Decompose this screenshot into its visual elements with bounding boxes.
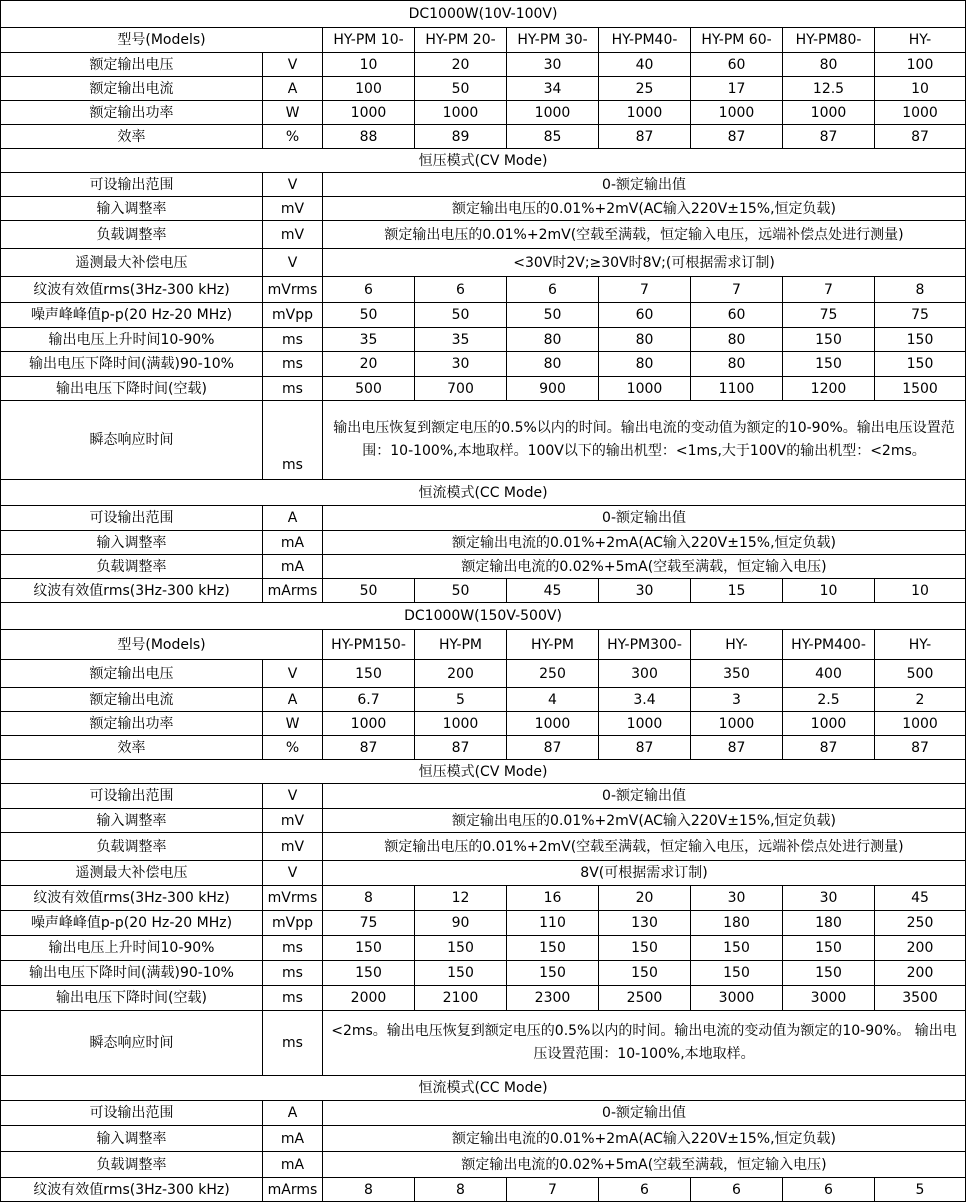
value-cell: 1500 [875,377,966,401]
row-label: 可设输出范围 [1,506,263,531]
value-cell: 4 [507,688,599,712]
unit-cell: ms [263,377,323,401]
value-cell: 50 [415,303,507,328]
value-cell: 700 [415,377,507,401]
value-cell: 150 [507,936,599,961]
value-cell: 1000 [507,101,599,125]
row-label: 纹波有效值rms(3Hz-300 kHz) [1,1178,263,1202]
value-cell: 89 [415,125,507,149]
value-cell: 10 [783,579,875,603]
value-cell: 150 [783,328,875,352]
value-cell: 87 [691,125,783,149]
spec-text-cell: <2ms。输出电压恢复到额定电压的0.5%以内的时间。输出电流的变动值为额定的10-90%。 输出电压设置范围：10-100%,本地取样。 [323,1011,966,1076]
value-cell: 100 [875,53,966,77]
unit-cell: W [263,101,323,125]
value-cell: 6 [323,277,415,303]
spec-text-cell: 额定输出电压的0.01%+2mV(AC输入220V±15%,恒定负载) [323,197,966,221]
value-cell: 88 [323,125,415,149]
value-cell: 150 [691,961,783,986]
row-label: 噪声峰峰值p-p(20 Hz-20 MHz) [1,303,263,328]
value-cell: 35 [323,328,415,352]
row-label: 负载调整率 [1,833,263,861]
unit-cell: V [263,173,323,197]
value-cell: 1000 [783,712,875,736]
table-row [1,736,966,760]
row-label: 可设输出范围 [1,173,263,197]
value-cell: 85 [507,125,599,149]
value-cell: 1000 [599,101,691,125]
value-cell: 80 [783,53,875,77]
value-cell: 180 [691,911,783,936]
table-row [1,986,966,1011]
spec-text-cell: <30V时2V;≥30V时8V;(可根据需求订制) [323,249,966,277]
row-label: 输出电压下降时间(空载) [1,377,263,401]
spec-text-cell: 0-额定输出值 [323,506,966,531]
row-label: 输入调整率 [1,197,263,221]
row-label: 输出电压上升时间10-90% [1,936,263,961]
value-cell: 87 [323,736,415,760]
table-row [1,1101,966,1126]
value-cell: 50 [415,77,507,101]
value-cell: 75 [875,303,966,328]
value-cell: 50 [415,579,507,603]
model-cell: HY-PM [415,630,507,660]
value-cell: 30 [783,886,875,911]
value-cell: 1000 [599,377,691,401]
subsection-header-row [1,149,966,173]
unit-cell: V [263,861,323,886]
value-cell: 150 [875,352,966,377]
value-cell: 6 [507,277,599,303]
models-row [1,28,966,53]
spec-text-cell: 额定输出电压的0.01%+2mV(空载至满载，恒定输入电压，远端补偿点处进行测量) [323,833,966,861]
value-cell: 150 [415,936,507,961]
value-cell: 150 [323,660,415,688]
value-cell: 250 [507,660,599,688]
value-cell: 150 [599,936,691,961]
row-label: 遥测最大补偿电压 [1,861,263,886]
unit-cell: mV [263,197,323,221]
value-cell: 17 [691,77,783,101]
unit-cell: mV [263,809,323,833]
subsection-title: 恒流模式(CC Mode) [1,1076,966,1101]
value-cell: 30 [507,53,599,77]
unit-cell: V [263,53,323,77]
table-row [1,911,966,936]
subsection-header-row [1,760,966,784]
value-cell: 87 [507,736,599,760]
unit-cell: % [263,736,323,760]
model-cell: HY- [875,630,966,660]
value-cell: 150 [323,936,415,961]
value-cell: 80 [507,328,599,352]
table-row [1,506,966,531]
value-cell: 2.5 [783,688,875,712]
value-cell: 2000 [323,986,415,1011]
value-cell: 1000 [599,712,691,736]
table-row [1,53,966,77]
table-row [1,784,966,809]
value-cell: 87 [783,736,875,760]
row-label: 型号(Models) [1,630,323,660]
model-cell: HY-PM150- [323,630,415,660]
row-label: 纹波有效值rms(3Hz-300 kHz) [1,886,263,911]
value-cell: 12 [415,886,507,911]
row-label: 瞬态响应时间 [1,401,263,480]
unit-cell: A [263,688,323,712]
table-row [1,1126,966,1152]
table-row [1,936,966,961]
table-row [1,277,966,303]
row-label: 输入调整率 [1,1126,263,1152]
table-row [1,531,966,555]
row-label: 型号(Models) [1,28,323,53]
value-cell: 10 [875,77,966,101]
unit-cell: mA [263,555,323,579]
table-row [1,377,966,401]
unit-cell: % [263,125,323,149]
table-row [1,401,966,480]
value-cell: 7 [691,277,783,303]
value-cell: 87 [875,125,966,149]
row-label: 负载调整率 [1,555,263,579]
table-row [1,101,966,125]
value-cell: 3 [691,688,783,712]
value-cell: 5 [415,688,507,712]
value-cell: 1000 [415,101,507,125]
value-cell: 2 [875,688,966,712]
spec-text-cell: 额定输出电压的0.01%+2mV(空载至满载，恒定输入电压，远端补偿点处进行测量) [323,221,966,249]
unit-cell: V [263,784,323,809]
row-label: 可设输出范围 [1,784,263,809]
value-cell: 500 [875,660,966,688]
table-row [1,1011,966,1076]
table-row [1,173,966,197]
value-cell: 80 [691,352,783,377]
spec-text-cell: 输出电压恢复到额定电压的0.5%以内的时间。输出电流的变动值为额定的10-90%。输出电压设置范围：10-100%,本地取样。100V以下的输出机型：<1ms,大于100V的输出机型：<2ms。 [323,401,966,480]
spec-text-cell: 0-额定输出值 [323,173,966,197]
unit-cell: ms [263,401,323,480]
row-label: 额定输出电流 [1,77,263,101]
value-cell: 6 [783,1178,875,1202]
value-cell: 80 [599,328,691,352]
value-cell: 45 [507,579,599,603]
value-cell: 150 [875,328,966,352]
value-cell: 87 [875,736,966,760]
row-label: 输出电压下降时间(满载)90-10% [1,961,263,986]
value-cell: 100 [323,77,415,101]
table-row [1,833,966,861]
table-row [1,352,966,377]
value-cell: 150 [783,936,875,961]
unit-cell: ms [263,936,323,961]
value-cell: 6 [415,277,507,303]
unit-cell: mVpp [263,303,323,328]
spec-text-cell: 额定输出电流的0.01%+2mA(AC输入220V±15%,恒定负载) [323,1126,966,1152]
spec-text-cell: 0-额定输出值 [323,784,966,809]
value-cell: 5 [875,1178,966,1202]
value-cell: 50 [323,579,415,603]
value-cell: 8 [875,277,966,303]
value-cell: 180 [783,911,875,936]
value-cell: 87 [415,736,507,760]
value-cell: 75 [323,911,415,936]
value-cell: 7 [783,277,875,303]
row-label: 输入调整率 [1,531,263,555]
value-cell: 150 [323,961,415,986]
value-cell: 1000 [875,101,966,125]
unit-cell: mArms [263,1178,323,1202]
value-cell: 34 [507,77,599,101]
spec-text-cell: 8V(可根据需求订制) [323,861,966,886]
value-cell: 1000 [507,712,599,736]
value-cell: 30 [599,579,691,603]
value-cell: 30 [691,886,783,911]
value-cell: 60 [691,53,783,77]
value-cell: 1000 [415,712,507,736]
value-cell: 3.4 [599,688,691,712]
value-cell: 500 [323,377,415,401]
table-row [1,328,966,352]
value-cell: 8 [415,1178,507,1202]
value-cell: 3500 [875,986,966,1011]
unit-cell: mVrms [263,277,323,303]
row-label: 额定输出电压 [1,660,263,688]
section-title: DC1000W(10V-100V) [1,1,966,28]
row-label: 输入调整率 [1,809,263,833]
table-row [1,712,966,736]
table-row [1,303,966,328]
value-cell: 150 [507,961,599,986]
model-cell: HY-PM 30- [507,28,599,53]
model-cell: HY-PM 10- [323,28,415,53]
table-row [1,77,966,101]
unit-cell: V [263,660,323,688]
unit-cell: mVrms [263,886,323,911]
value-cell: 350 [691,660,783,688]
unit-cell: mA [263,1152,323,1178]
value-cell: 900 [507,377,599,401]
value-cell: 12.5 [783,77,875,101]
unit-cell: A [263,506,323,531]
value-cell: 1000 [783,101,875,125]
value-cell: 50 [323,303,415,328]
row-label: 输出电压下降时间(空载) [1,986,263,1011]
spec-text-cell: 额定输出电流的0.02%+5mA(空载至满载，恒定输入电压) [323,1152,966,1178]
value-cell: 2100 [415,986,507,1011]
subsection-header-row [1,1076,966,1101]
model-cell: HY- [691,630,783,660]
table-row [1,861,966,886]
unit-cell: V [263,249,323,277]
table-row [1,1152,966,1178]
row-label: 可设输出范围 [1,1101,263,1126]
value-cell: 2300 [507,986,599,1011]
table-row [1,660,966,688]
model-cell: HY-PM 20- [415,28,507,53]
table-row [1,555,966,579]
value-cell: 10 [323,53,415,77]
row-label: 纹波有效值rms(3Hz-300 kHz) [1,277,263,303]
value-cell: 87 [599,736,691,760]
value-cell: 60 [691,303,783,328]
unit-cell: mA [263,1126,323,1152]
unit-cell: A [263,1101,323,1126]
row-label: 额定输出电流 [1,688,263,712]
value-cell: 8 [323,886,415,911]
value-cell: 3000 [691,986,783,1011]
table-row [1,809,966,833]
value-cell: 20 [415,53,507,77]
row-label: 遥测最大补偿电压 [1,249,263,277]
row-label: 额定输出电压 [1,53,263,77]
value-cell: 1100 [691,377,783,401]
value-cell: 75 [783,303,875,328]
value-cell: 87 [783,125,875,149]
value-cell: 1000 [323,101,415,125]
model-cell: HY-PM [507,630,599,660]
section-header-row [1,1,966,28]
unit-cell: ms [263,328,323,352]
value-cell: 130 [599,911,691,936]
table-row [1,886,966,911]
unit-cell: A [263,77,323,101]
value-cell: 200 [875,936,966,961]
model-cell: HY-PM80- [783,28,875,53]
section-header-row [1,603,966,630]
value-cell: 80 [599,352,691,377]
spec-text-cell: 额定输出电压的0.01%+2mV(AC输入220V±15%,恒定负载) [323,809,966,833]
value-cell: 10 [875,579,966,603]
table-row [1,961,966,986]
subsection-title: 恒压模式(CV Mode) [1,760,966,784]
unit-cell: ms [263,352,323,377]
value-cell: 1200 [783,377,875,401]
table-row [1,579,966,603]
table-row [1,249,966,277]
unit-cell: ms [263,961,323,986]
value-cell: 20 [323,352,415,377]
unit-cell: mA [263,531,323,555]
row-label: 负载调整率 [1,1152,263,1178]
value-cell: 200 [415,660,507,688]
row-label: 输出电压下降时间(满载)90-10% [1,352,263,377]
table-row [1,1178,966,1202]
value-cell: 16 [507,886,599,911]
row-label: 瞬态响应时间 [1,1011,263,1076]
value-cell: 1000 [691,712,783,736]
row-label: 纹波有效值rms(3Hz-300 kHz) [1,579,263,603]
value-cell: 2500 [599,986,691,1011]
unit-cell: W [263,712,323,736]
unit-cell: mArms [263,579,323,603]
value-cell: 90 [415,911,507,936]
spec-text-cell: 额定输出电流的0.01%+2mA(AC输入220V±15%,恒定负载) [323,531,966,555]
value-cell: 150 [415,961,507,986]
section-title: DC1000W(150V-500V) [1,603,966,630]
row-label: 负载调整率 [1,221,263,249]
spec-text-cell: 额定输出电流的0.02%+5mA(空载至满载，恒定输入电压) [323,555,966,579]
value-cell: 150 [691,936,783,961]
row-label: 效率 [1,736,263,760]
value-cell: 250 [875,911,966,936]
value-cell: 1000 [323,712,415,736]
table-row [1,197,966,221]
value-cell: 50 [507,303,599,328]
value-cell: 15 [691,579,783,603]
row-label: 效率 [1,125,263,149]
value-cell: 87 [691,736,783,760]
value-cell: 60 [599,303,691,328]
table-row [1,688,966,712]
value-cell: 7 [507,1178,599,1202]
subsection-header-row [1,480,966,506]
row-label: 额定输出功率 [1,712,263,736]
value-cell: 7 [599,277,691,303]
spec-text-cell: 0-额定输出值 [323,1101,966,1126]
value-cell: 87 [599,125,691,149]
value-cell: 35 [415,328,507,352]
unit-cell: ms [263,1011,323,1076]
model-cell: HY-PM40- [599,28,691,53]
value-cell: 80 [691,328,783,352]
value-cell: 300 [599,660,691,688]
unit-cell: ms [263,986,323,1011]
model-cell: HY- [875,28,966,53]
models-row [1,630,966,660]
row-label: 噪声峰峰值p-p(20 Hz-20 MHz) [1,911,263,936]
value-cell: 6.7 [323,688,415,712]
subsection-title: 恒流模式(CC Mode) [1,480,966,506]
value-cell: 200 [875,961,966,986]
unit-cell: mV [263,833,323,861]
value-cell: 40 [599,53,691,77]
value-cell: 8 [323,1178,415,1202]
value-cell: 3000 [783,986,875,1011]
model-cell: HY-PM400- [783,630,875,660]
value-cell: 80 [507,352,599,377]
value-cell: 45 [875,886,966,911]
value-cell: 6 [599,1178,691,1202]
table-row [1,125,966,149]
value-cell: 1000 [875,712,966,736]
value-cell: 6 [691,1178,783,1202]
value-cell: 150 [599,961,691,986]
model-cell: HY-PM300- [599,630,691,660]
row-label: 额定输出功率 [1,101,263,125]
model-cell: HY-PM 60- [691,28,783,53]
value-cell: 400 [783,660,875,688]
row-label: 输出电压上升时间10-90% [1,328,263,352]
unit-cell: mVpp [263,911,323,936]
value-cell: 110 [507,911,599,936]
value-cell: 1000 [691,101,783,125]
subsection-title: 恒压模式(CV Mode) [1,149,966,173]
value-cell: 150 [783,352,875,377]
value-cell: 150 [783,961,875,986]
value-cell: 30 [415,352,507,377]
unit-cell: mV [263,221,323,249]
value-cell: 20 [599,886,691,911]
table-row [1,221,966,249]
value-cell: 25 [599,77,691,101]
